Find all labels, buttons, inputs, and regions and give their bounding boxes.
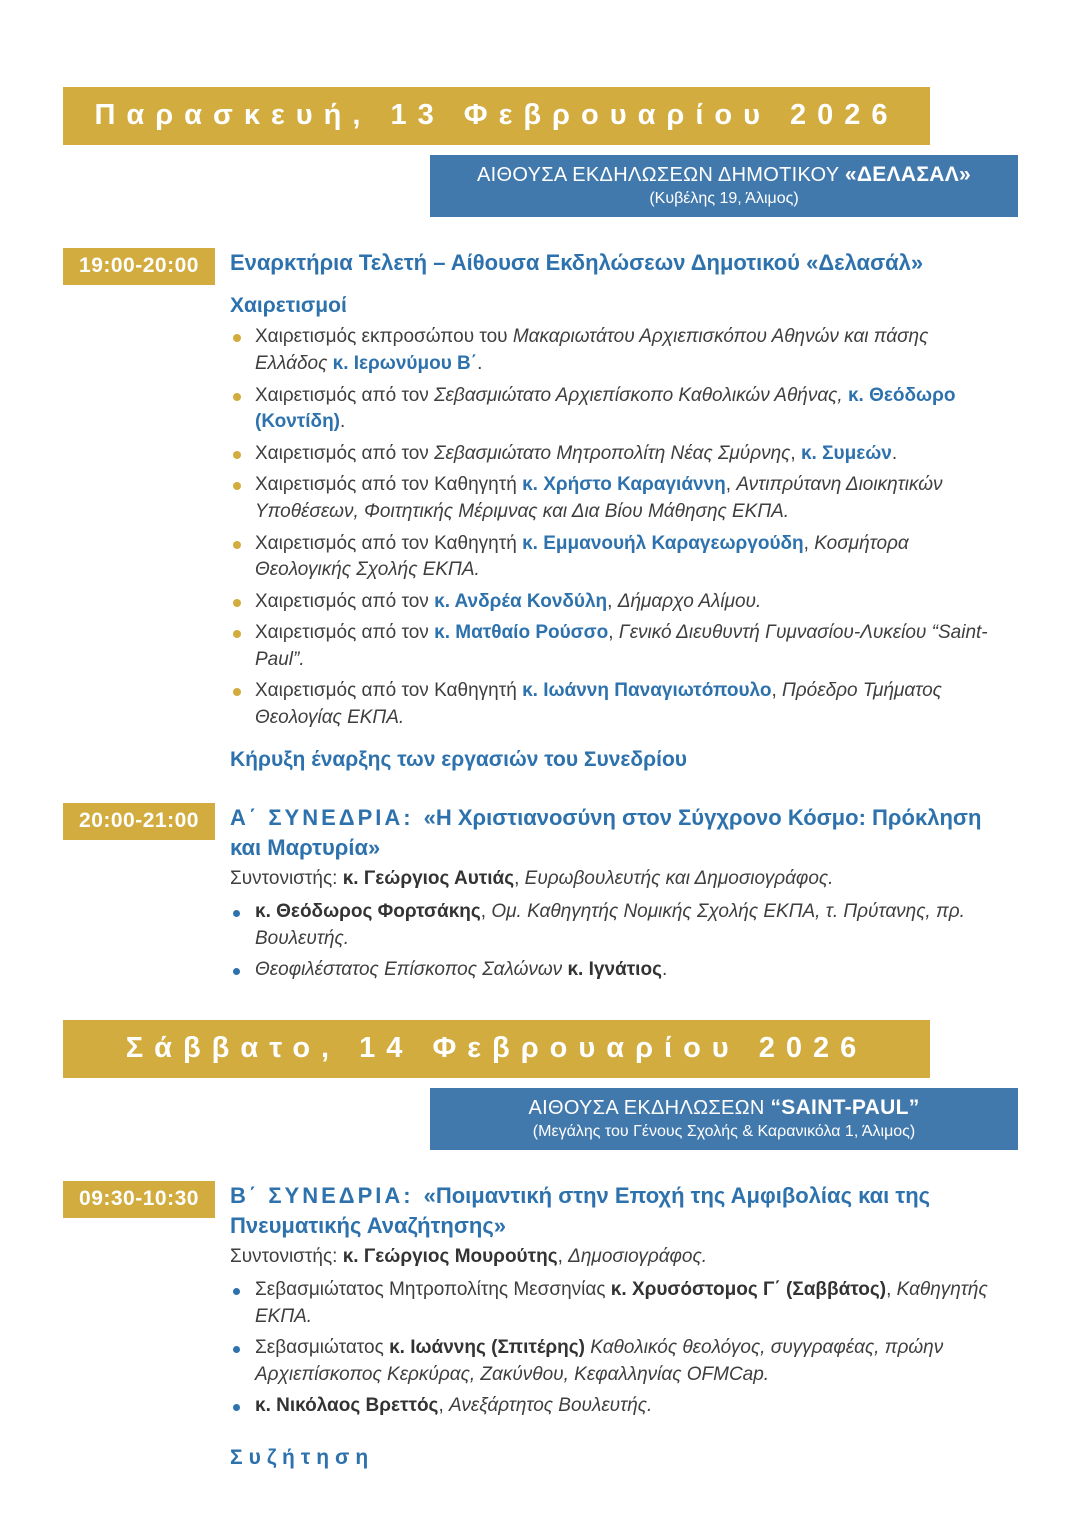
- text-segment: ,: [557, 1246, 569, 1268]
- session-a-title: [230, 803, 995, 864]
- text-segment: κ. Εμμανουήλ Καραγεωργούδη: [522, 532, 804, 554]
- text-segment: Ομ. Καθηγητής Νομικής Σχολής ΕΚΠΑ, τ. Πρύτανης, πρ. Βουλευτής.: [255, 900, 965, 949]
- text-segment: κ. Συμεών: [800, 442, 892, 464]
- list-item: [230, 472, 1005, 525]
- session-a: [0, 803, 1075, 864]
- session-a-title-prefix: Α΄ ΣΥΝΕΔΡΙΑ:: [230, 804, 414, 830]
- list-item: [230, 531, 1005, 584]
- day1-venue-text: ΑΙΘΟΥΣΑ ΕΚΔΗΛΩΣΕΩΝ ΔΗΜΟΤΙΚΟΥ: [477, 164, 845, 186]
- text-segment: κ. Νικόλαος Βρεττός: [255, 1395, 439, 1417]
- text-segment: Ανεξάρτητος Βουλευτής.: [449, 1395, 653, 1417]
- day2-venue-address: (Μεγάλης του Γένους Σχολής & Καρανικόλα 1, Άλιμος): [532, 1122, 916, 1140]
- text-segment: Συντονιστής:: [230, 1246, 343, 1268]
- text-segment: ,: [886, 1279, 897, 1301]
- text-segment: Σεβασμιώτατο Μητροπολίτη Νέας Σμύρνης: [434, 442, 791, 464]
- session-b-moderator: [230, 1244, 1005, 1271]
- day1-banner: [63, 87, 930, 145]
- text-segment: Μακαριωτάτου Αρχιεπισκόπου Αθηνών και πάσης Ελλάδος: [255, 326, 929, 374]
- session-b-title-prefix: Β΄ ΣΥΝΕΔΡΙΑ:: [230, 1182, 414, 1208]
- text-segment: Γενικό Διευθυντή Γυμνασίου-Λυκείου “Saint-Paul”.: [255, 622, 988, 670]
- text-segment: κ. Χρυσόστομος Γ΄ (Σαββάτος): [610, 1279, 887, 1301]
- day1-venue-line1: [436, 163, 1012, 187]
- day1-venue-name: «ΔΕΛΑΣΑΛ»: [844, 163, 971, 186]
- session-b-title-text: «Ποιμαντική στην Εποχή της Αμφιβολίας και της Πνευματικής Αναζήτησης»: [230, 1182, 931, 1239]
- day2-banner-label: Σάββατο, 14 Φεβρουαρίου 2026: [125, 1031, 868, 1064]
- text-segment: ,: [608, 622, 619, 644]
- text-segment: κ. Ιωάννης (Σπιτέρης): [389, 1337, 585, 1359]
- list-item: [230, 899, 1005, 952]
- text-segment: ,: [480, 900, 492, 922]
- text-segment: κ. Θεόδωρο (Κοντίδη): [255, 384, 956, 433]
- session-b-speakers-list: [0, 1277, 1075, 1420]
- text-segment: κ. Θεόδωρος Φορτσάκης: [255, 900, 481, 922]
- text-segment: ,: [607, 590, 618, 612]
- text-segment: Συντονιστής:: [230, 868, 343, 890]
- text-segment: Αντιπρύτανη Διοικητικών Υποθέσεων, Φοιτητικής Μέριμνας και Δια Βίου Μάθησης ΕΚΠΑ.: [255, 474, 943, 522]
- text-segment: κ. Ιγνάτιος: [567, 959, 662, 981]
- list-item: [230, 678, 1005, 731]
- text-segment: Χαιρετισμός από τον Καθηγητή: [255, 532, 523, 554]
- text-segment: ,: [790, 442, 801, 464]
- text-segment: κ. Χρήστο Καραγιάννη: [522, 474, 726, 496]
- day2-banner: [63, 1020, 930, 1078]
- text-segment: .: [340, 411, 346, 433]
- text-segment: κ. Ανδρέα Κονδύλη: [434, 590, 608, 612]
- text-segment: ,: [803, 532, 815, 554]
- discussion-heading: Συζήτηση: [230, 1446, 375, 1470]
- session-a-moderator: [230, 866, 1005, 893]
- list-item: [230, 324, 1005, 377]
- text-segment: Καθολικός θεολόγος, συγγραφέας, πρώην Αρχιεπίσκοπος Κερκύρας, Ζακύνθου, Κεφαλληνίας OFMCap.: [255, 1337, 944, 1385]
- text-segment: κ. Ιερωνύμου Β΄: [332, 352, 478, 374]
- text-segment: Χαιρετισμός από τον: [255, 384, 435, 406]
- text-segment: Χαιρετισμός από τον: [255, 590, 435, 612]
- text-segment: ,: [725, 474, 737, 496]
- text-segment: Χαιρετισμός από τον Καθηγητή: [255, 474, 523, 496]
- greetings-list: [0, 324, 1075, 731]
- text-segment: Δήμαρχο Αλίμου.: [617, 590, 762, 612]
- list-item: [230, 620, 1005, 673]
- list-item: [230, 1277, 1005, 1330]
- text-segment: Χαιρετισμός από τον: [255, 442, 435, 464]
- text-segment: Χαιρετισμός από τον Καθηγητή: [255, 680, 523, 702]
- day1-venue-address: (Κυβέλης 19, Άλιμος): [649, 190, 799, 207]
- text-segment: Δημοσιογράφος.: [568, 1246, 708, 1268]
- text-segment: Χαιρετισμός από τον: [255, 622, 435, 644]
- day2-venue-box: [430, 1088, 1018, 1150]
- text-segment: κ. Ιωάννη Παναγιωτόπουλο: [522, 680, 772, 702]
- text-segment: ,: [438, 1395, 450, 1417]
- list-item: [230, 441, 1005, 468]
- day2-venue-text: ΑΙΘΟΥΣΑ ΕΚΔΗΛΩΣΕΩΝ: [528, 1096, 771, 1119]
- text-segment: ,: [514, 868, 525, 890]
- text-segment: Σεβασμιώτατος Μητροπολίτης Μεσσηνίας: [255, 1279, 611, 1301]
- text-segment: κ. Γεώργιος Αυτιάς: [342, 868, 515, 890]
- session-b: [0, 1181, 1075, 1242]
- text-segment: κ. Γεώργιος Μουρούτης: [342, 1246, 558, 1268]
- day2-venue-name: “SAINT-PAUL”: [770, 1095, 920, 1119]
- session-a-speakers-list: [0, 899, 1075, 984]
- text-segment: Σεβασμιώτατο Αρχιεπίσκοπο Καθολικών Αθήνας,: [434, 384, 848, 406]
- list-item: [230, 1335, 1005, 1388]
- session-opening: [0, 248, 1075, 278]
- text-segment: ,: [771, 680, 782, 702]
- session-b-title: [230, 1181, 995, 1242]
- opening-time-badge: 19:00-20:00: [63, 248, 215, 285]
- session-a-time-badge: 20:00-21:00: [63, 803, 215, 840]
- text-segment: Χαιρετισμός εκπροσώπου του: [255, 326, 513, 348]
- session-a-title-text: «Η Χριστιανοσύνη στον Σύγχρονο Κόσμο: Πρόκληση και Μαρτυρία»: [230, 804, 982, 861]
- text-segment: .: [661, 959, 668, 981]
- list-item: [230, 383, 1005, 436]
- text-segment: Κοσμήτορα Θεολογικής Σχολής ΕΚΠΑ.: [255, 532, 909, 581]
- text-segment: Ευρωβουλευτής και Δημοσιογράφος.: [524, 868, 834, 890]
- day2-venue-line1: [436, 1096, 1012, 1120]
- text-segment: Καθηγητής ΕΚΠΑ.: [255, 1279, 988, 1327]
- list-item: [230, 957, 1005, 984]
- list-item: [230, 1393, 1005, 1420]
- session-b-time-badge: 09:30-10:30: [63, 1181, 215, 1218]
- text-segment: Θεοφιλέστατος Επίσκοπος Σαλώνων: [255, 959, 568, 981]
- text-segment: Πρόεδρο Τμήματος Θεολογίας ΕΚΠΑ.: [255, 680, 942, 729]
- list-item: [230, 589, 1005, 616]
- day1-banner-label: Παρασκευή, 13 Φεβρουαρίου 2026: [94, 99, 899, 131]
- day1-venue-box: [430, 155, 1018, 217]
- opening-session-title: Εναρκτήρια Τελετή – Αίθουσα Εκδηλώσεων Δημοτικού «Δελασάλ»: [230, 250, 924, 275]
- text-segment: .: [477, 352, 483, 374]
- opening-closing-heading: Κήρυξη έναρξης των εργασιών του Συνεδρίου: [230, 747, 688, 771]
- text-segment: Σεβασμιώτατος: [255, 1337, 390, 1359]
- text-segment: κ. Ματθαίο Ρούσσο: [434, 622, 609, 644]
- greetings-heading: Χαιρετισμοί: [230, 294, 347, 318]
- text-segment: .: [891, 442, 898, 464]
